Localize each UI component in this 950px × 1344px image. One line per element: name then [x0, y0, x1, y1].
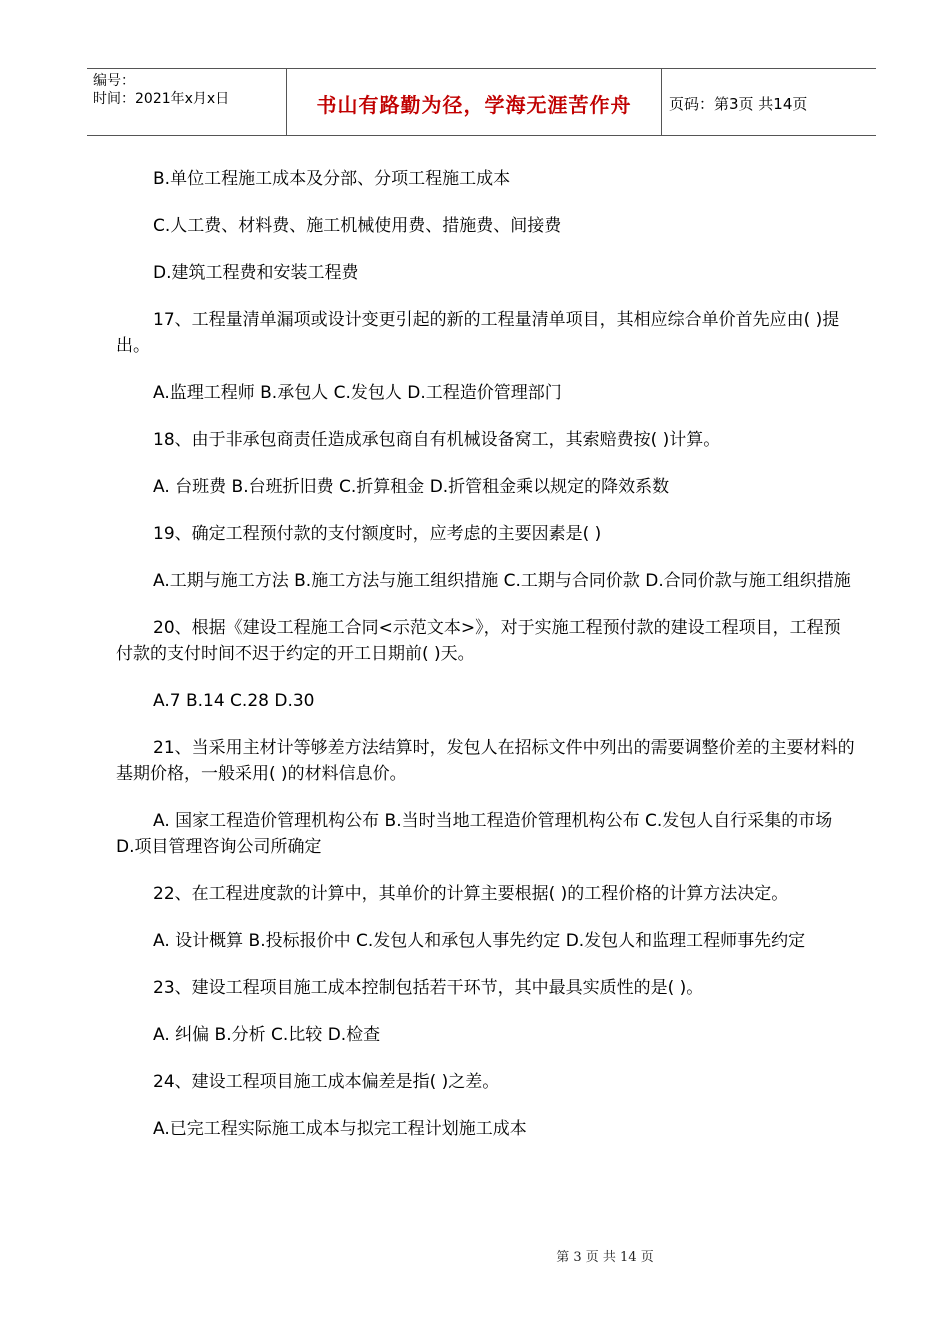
header-motto: 书山有路勤为径，学海无涯苦作舟: [316, 93, 632, 117]
question-22: 22、在工程进度款的计算中，其单价的计算主要根据( )的工程价格的计算方法决定。: [153, 884, 789, 904]
paragraph: D.建筑工程费和安装工程费: [153, 263, 359, 283]
question-18: 18、由于非承包商责任造成承包商自有机械设备窝工，其索赔费按( )计算。: [153, 430, 721, 450]
options-21: A. 国家工程造价管理机构公布 B.当时当地工程造价管理机构公布 C.发包人自行采集的市场 D.项目管理咨询公司所确定: [116, 811, 833, 857]
header-divider-right: [661, 69, 662, 135]
options-24: A.已完工程实际施工成本与拟完工程计划施工成本: [153, 1119, 527, 1139]
options-19: A.工期与施工方法 B.施工方法与施工组织措施 C.工期与合同价款 D.合同价款与施工组织措施: [153, 571, 851, 591]
paragraph: C.人工费、材料费、施工机械使用费、措施费、间接费: [153, 216, 562, 236]
question-21: 21、当采用主材计等够差方法结算时，发包人在招标文件中列出的需要调整价差的主要材料的基期价格，一般采用( )的材料信息价。: [116, 738, 855, 784]
options-22: A. 设计概算 B.投标报价中 C.发包人和承包人事先约定 D.发包人和监理工程师事先约定: [153, 931, 806, 951]
question-19: 19、确定工程预付款的支付额度时，应考虑的主要因素是( ): [153, 524, 602, 544]
page-header: [87, 68, 876, 136]
header-meta: [93, 72, 229, 108]
options-23: A. 纠偏 B.分析 C.比较 D.检查: [153, 1025, 381, 1045]
page-footer: 第 3 页 共 14 页: [556, 1250, 654, 1265]
options-18: A. 台班费 B.台班折旧费 C.折算租金 D.折管租金乘以规定的降效系数: [153, 477, 670, 497]
question-17: 17、工程量清单漏项或设计变更引起的新的工程量清单项目，其相应综合单价首先应由( )提出。: [116, 310, 840, 356]
document-body: [116, 166, 856, 1163]
options-20: A.7 B.14 C.28 D.30: [153, 691, 315, 711]
paragraph: B.单位工程施工成本及分部、分项工程施工成本: [153, 169, 511, 189]
options-17: A.监理工程师 B.承包人 C.发包人 D.工程造价管理部门: [153, 383, 562, 403]
header-time-label: 时间：2021年x月x日: [93, 91, 230, 107]
header-number-label: 编号：: [93, 73, 135, 89]
header-page-label: 页码：第3页 共14页: [669, 95, 808, 113]
question-20: 20、根据《建设工程施工合同<示范文本>》，对于实施工程预付款的建设工程项目，工程预付款的支付时间不迟于约定的开工日期前( )天。: [116, 618, 841, 664]
question-23: 23、建设工程项目施工成本控制包括若干环节，其中最具实质性的是( )。: [153, 978, 704, 998]
question-24: 24、建设工程项目施工成本偏差是指( )之差。: [153, 1072, 500, 1092]
